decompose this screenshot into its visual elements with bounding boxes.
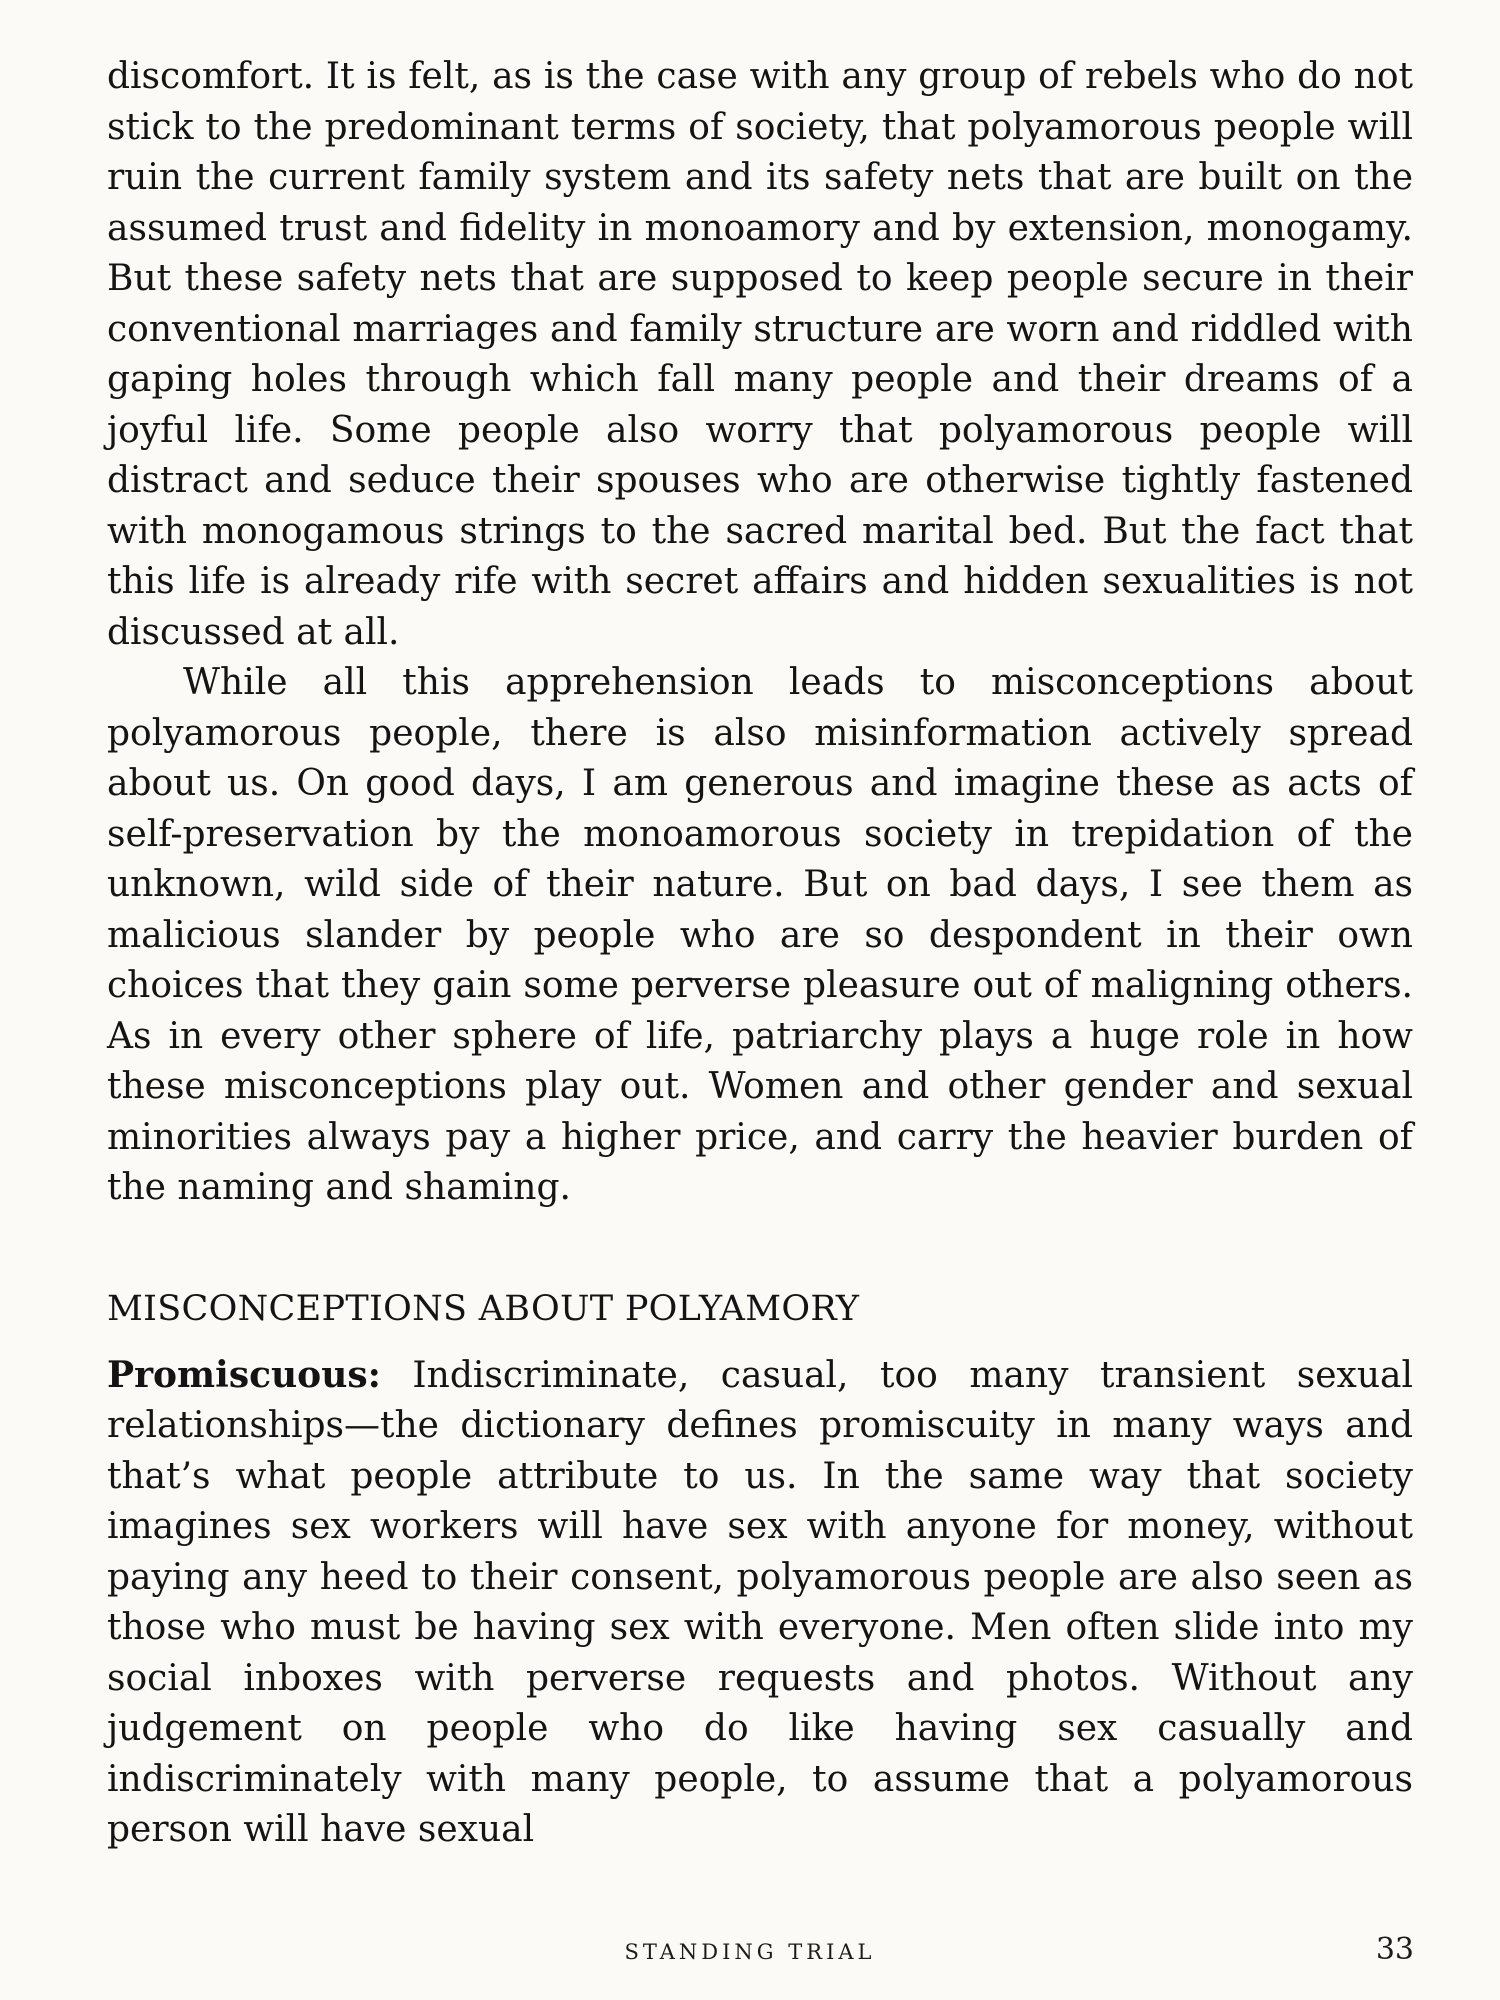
definition-term: Promiscuous: [107,1353,381,1396]
page-number: 33 [1375,1932,1414,1967]
paragraph-2: While all this apprehension leads to misconceptions about polyamorous people, there is also misinformation actively spread about us. On good days, I am generous and imagine these as acts of self-preservation by the monoamorous society in trepidation of the unknown, wild side of their nature. But on bad days, I see them as malicious slander by people who are so despondent in their own choices that they gain some perverse pleasure out of maligning others. As in every other sphere of life, patriarchy plays a huge role in how these misconceptions play out. Women and other gender and sexual minorities always pay a higher price, and carry the heavier burden of the naming and shaming. [107,662,1413,1208]
paragraph-1: discomfort. It is felt, as is the case with any group of rebels who do not stick to the predominant terms of society, that polyamorous people will ruin the current family system and its safety nets that are built on the assumed trust and fidelity in monoamory and by extension, monogamy. But these safety nets that are supposed to keep people secure in their conventional marriages and family structure are worn and riddled with gaping holes through which fall many people and their dreams of a joyful life. Some people also worry that polyamorous people will distract and seduce their spouses who are otherwise tightly fastened with monogamous strings to the sacred marital bed. But the fact that this life is already rife with secret affairs and hidden sexualities is not discussed at all. [107,56,1413,653]
definition-text: Indiscriminate, casual, too many transient sexual relationships—the dictionary defines promiscuity in many ways and that’s what people attribute to us. In the same way that society imagines sex workers will have sex with anyone for money, without paying any heed to their consent, polyamorous people are also seen as those who must be having sex with everyone. Men often slide into my social inboxes with perverse requests and photos. Without any judgement on people who do like having sex casually and indiscriminately with many people, to assume that a polyamorous person will have sexual [107,1354,1413,1850]
body-text [107,52,1413,1856]
definition-paragraph [107,1350,1413,1856]
section-heading: MISCONCEPTIONS ABOUT POLYAMORY [107,1288,860,1329]
running-title: STANDING TRIAL [624,1940,876,1964]
